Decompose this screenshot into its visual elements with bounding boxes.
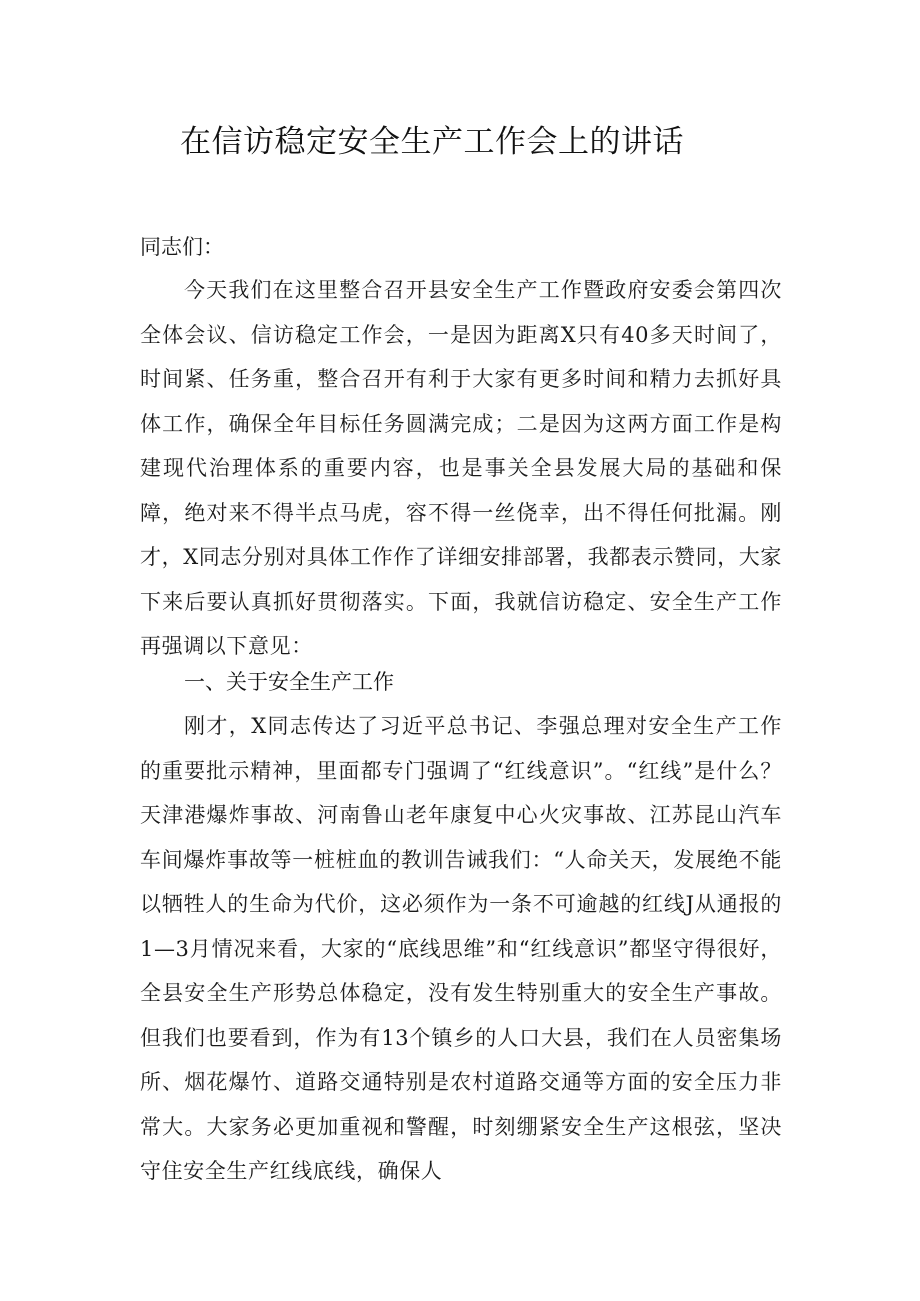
document-title: 在信访稳定安全生产工作会上的讲话 <box>180 124 684 160</box>
salutation: 同志们： <box>140 235 224 259</box>
paragraph-opening: 今天我们在这里整合召开县安全生产工作暨政府安委会第四次全体会议、信访稳定工作会，一是因为距离X只有40多天时间了，时间紧、任务重，整合召开有利于大家有更多时间和精力去抓好具体工作，确保全年目标任务圆满完成；二是因为这两方面工作是构建现代治理体系的重要内容，也是事关全县发展大局的基础和保障，绝对来不得半点马虎，容不得一丝侥幸，出不得任何批漏。刚才，X同志分别对具体工作作了详细安排部署，我都表示赞同，大家下来后要认真抓好贯彻落实。下面，我就信访稳定、安全生产工作再强调以下意见： <box>140 278 782 658</box>
paragraph-safety-production: 刚才，X同志传达了习近平总书记、李强总理对安全生产工作的重要批示精神，里面都专门强调了“红线意识”。“红线”是什么？天津港爆炸事故、河南鲁山老年康复中心火灾事故、江苏昆山汽车车间爆炸事故等一桩桩血的教训告诫我们：“人命关天，发展绝不能以牺牲人的生命为代价，这必须作为一条不可逾越的红线J从通报的1—3月情况来看，大家的“底线思维”和“红线意识”都坚守得很好，全县安全生产形势总体稳定，没有发生特别重大的安全生产事故。但我们也要看到，作为有13个镇乡的人口大县，我们在人员密集场所、烟花爆竹、道路交通特别是农村道路交通等方面的安全压力非常大。大家务必更加重视和警醒，时刻绷紧安全生产这根弦，坚决守住安全生产红线底线，确保人 <box>140 714 782 1183</box>
section-heading-safety-production: 一、关于安全生产工作 <box>184 670 394 694</box>
